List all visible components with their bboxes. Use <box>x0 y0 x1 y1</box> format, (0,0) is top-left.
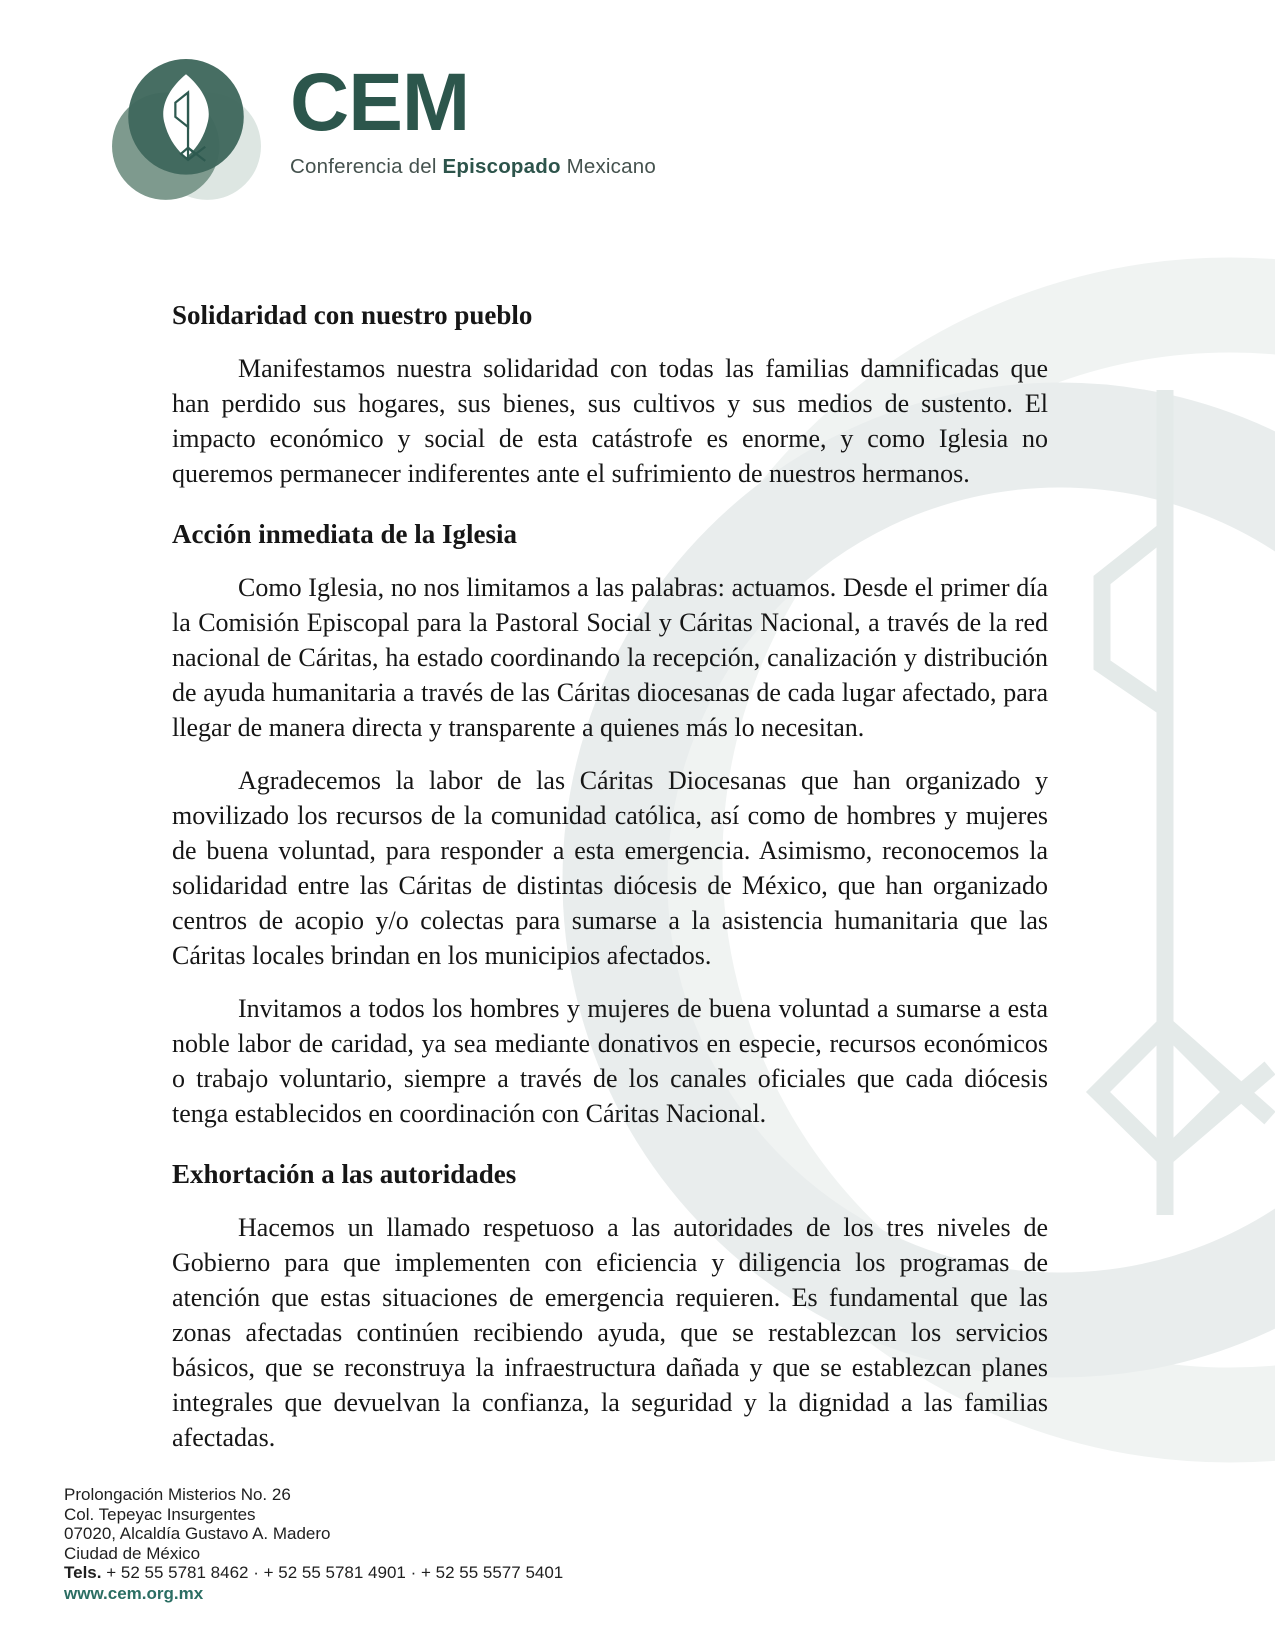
paragraph-accion-3: Invitamos a todos los hombres y mujeres de buena voluntad a sumarse a esta noble labor de caridad, ya sea mediante donativos en especie, recursos económicos o trabajo voluntario, siempre a través de los canales oficiales que cada diócesis tenga establecidos en coordinación con Cáritas Nacional. <box>172 994 1048 1128</box>
address-line-1: Prolongación Misterios No. 26 <box>64 1485 291 1504</box>
brand-tagline <box>290 155 656 179</box>
cem-logo-icon <box>110 52 262 210</box>
tagline-suffix: Mexicano <box>560 155 656 178</box>
letter-body <box>172 298 1048 1455</box>
tels-numbers: + 52 55 5781 8462 · + 52 55 5781 4901 · + 52 55 5577 5401 <box>106 1563 564 1582</box>
paragraph-accion-2: Agradecemos la labor de las Cáritas Diocesanas que han organizado y movilizado los recursos de la comunidad católica, así como de hombres y mujeres de buena voluntad, para responder a esta emergencia. Asimismo, reconocemos la solidaridad entre las Cáritas de distintas diócesis de México, que han organizado centros de acopio y/o colectas para sumarse a la asistencia humanitaria que las Cáritas locales brindan en los municipios afectados. <box>172 766 1048 970</box>
brand-wordmark: CEM <box>290 57 470 148</box>
address-line-4: Ciudad de México <box>64 1543 201 1563</box>
section-heading-exhortacion: Exhortación a las autoridades <box>172 1159 517 1189</box>
letterhead <box>0 0 1275 230</box>
letter-footer <box>64 1485 563 1603</box>
brand-block <box>290 57 656 179</box>
tagline-bold: Episcopado <box>442 155 561 178</box>
tagline-prefix: Conferencia del <box>290 155 443 178</box>
tels-label: Tels. <box>64 1563 102 1582</box>
section-heading-accion: Acción inmediata de la Iglesia <box>172 519 517 549</box>
paragraph-accion-1: Como Iglesia, no nos limitamos a las palabras: actuamos. Desde el primer día la Comisión Episcopal para la Pastoral Social y Cáritas Nacional, a través de la red nacional de Cáritas, ha estado coordinando la recepción, canalización y distribución de ayuda humanitaria a través de las Cáritas diocesanas de cada lugar afectado, para llegar de manera directa y transparente a quienes más lo necesitan. <box>172 573 1048 742</box>
address-line-3: 07020, Alcaldía Gustavo A. Madero <box>64 1524 331 1543</box>
paragraph-exhortacion-1: Hacemos un llamado respetuoso a las autoridades de los tres niveles de Gobierno para que implementen con eficiencia y diligencia los programas de atención que estas situaciones de emergencia requieren. Es fundamental que las zonas afectadas continúen recibiendo ayuda, que se restablezcan los servicios básicos, que se reconstruya la infraestructura dañada y que se establezcan planes integrales que devuelvan la confianza, la seguridad y la dignidad a las familias afectadas. <box>172 1213 1048 1452</box>
section-heading-solidaridad: Solidaridad con nuestro pueblo <box>172 300 533 330</box>
address-line-2: Col. Tepeyac Insurgentes <box>64 1504 256 1524</box>
paragraph-solidaridad-1: Manifestamos nuestra solidaridad con todas las familias damnificadas que han perdido sus hogares, sus bienes, sus cultivos y sus medios de sustento. El impacto económico y social de esta catástrofe es enorme, y como Iglesia no queremos permanecer indiferentes ante el sufrimiento de nuestros hermanos. <box>172 354 1048 488</box>
website-link[interactable]: www.cem.org.mx <box>64 1583 204 1603</box>
phone-line <box>64 1563 563 1583</box>
